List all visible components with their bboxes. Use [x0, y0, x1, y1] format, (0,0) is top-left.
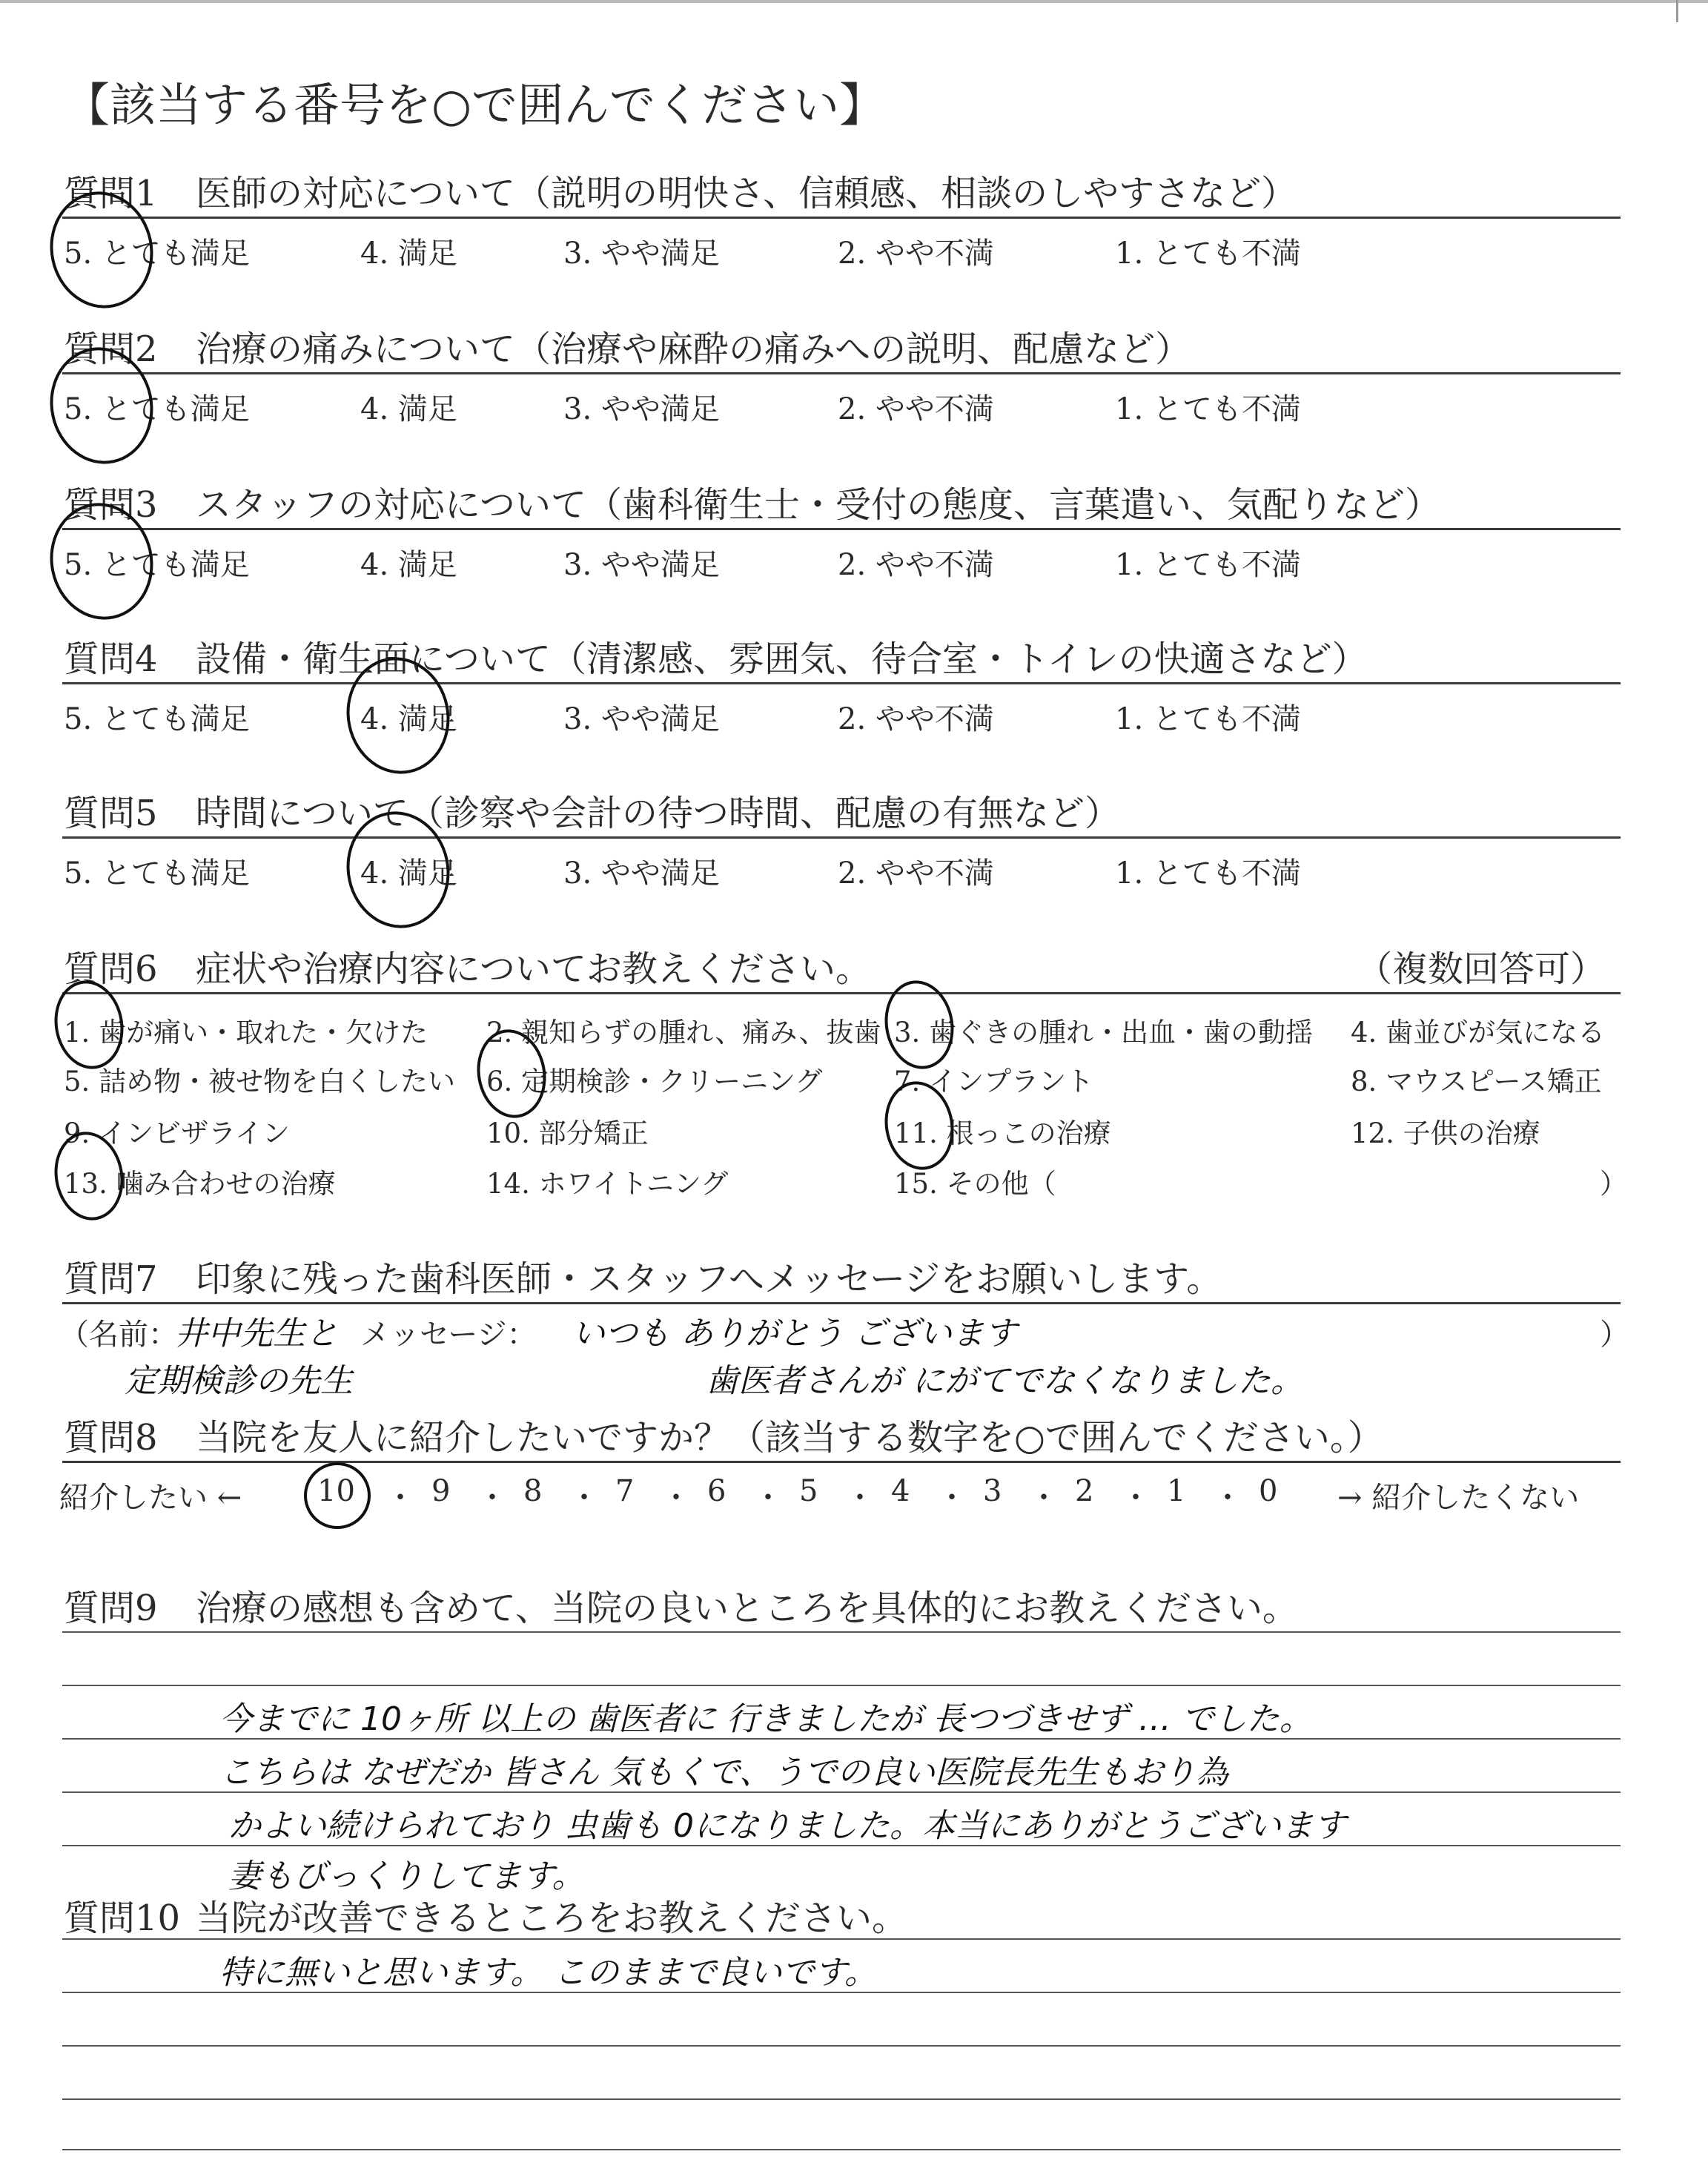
- q8-scale-6: 6: [707, 1474, 726, 1508]
- q5-option-3: 3. やや満足: [563, 856, 720, 891]
- q3-rule: [62, 528, 1621, 530]
- q9-line-2: [62, 1685, 1621, 1686]
- q6-option-14: 14. ホワイトニング: [486, 1168, 729, 1200]
- q2-option-1: 1. とても不満: [1115, 392, 1301, 426]
- q8-label: 質問8: [64, 1417, 158, 1459]
- q10-line-4: [62, 2098, 1621, 2100]
- q5-option-5: 5. とても満足: [64, 856, 250, 891]
- q1-option-5: 5. とても満足: [64, 237, 250, 271]
- q8-scale-dot: ・: [1121, 1481, 1151, 1515]
- q2-option-4: 4. 満足: [360, 392, 457, 426]
- q9-line-1: [62, 1631, 1621, 1633]
- q3-option-5: 5. とても満足: [64, 548, 250, 582]
- q8-scale-7: 7: [615, 1474, 635, 1508]
- q5-option-2: 2. やや不満: [838, 856, 994, 891]
- q8-scale-dot: ・: [569, 1481, 599, 1515]
- q10-handwriting: 特に無いと思います。 このままで良いです。: [219, 1954, 877, 1992]
- q7-label: 質問7: [64, 1258, 158, 1300]
- q1-option-2: 2. やや不満: [838, 237, 994, 271]
- q9-handwriting-3: かよい続けられており 虫歯も 0になりました。本当にありがとうございます: [228, 1807, 1346, 1845]
- q4-option-2: 2. やや不満: [838, 702, 994, 736]
- q10-text: 当院が改善できるところをお教えください。: [196, 1898, 908, 1939]
- q1-text: 医師の対応について（説明の明快さ、信頼感、相談のしやすさなど）: [196, 173, 1297, 214]
- q8-scale-dot: ・: [1213, 1481, 1242, 1515]
- q5-rule: [62, 836, 1621, 839]
- q2-label: 質問2: [64, 328, 158, 370]
- q6-option-11: 11. 根っこの治療: [894, 1117, 1111, 1149]
- q4-rule: [62, 682, 1621, 684]
- q9-label: 質問9: [64, 1588, 158, 1629]
- q3-label: 質問3: [64, 484, 158, 526]
- q8-scale-9: 9: [431, 1474, 451, 1508]
- q8-text: 当院を友人に紹介したいですか？（該当する数字を○で囲んでください。）: [196, 1417, 1383, 1459]
- q3-option-4: 4. 満足: [360, 548, 457, 582]
- q8-scale-3: 3: [983, 1474, 1002, 1508]
- q1-label: 質問1: [64, 173, 158, 214]
- q6-option-13: 13. 噛み合わせの治療: [64, 1168, 336, 1200]
- q8-left-label: 紹介したい ←: [59, 1481, 242, 1515]
- q1-option-4: 4. 満足: [360, 237, 457, 271]
- q7-message-handwriting-1: いつも ありがとう ございます: [572, 1315, 1017, 1353]
- q6-option-4: 4. 歯並びが気になる: [1351, 1017, 1606, 1048]
- q9-handwriting-2: こちらは なぜだか 皆さん 気もくで、うでの良い医院長先生もおり為: [219, 1754, 1229, 1791]
- q2-option-2: 2. やや不満: [838, 392, 994, 426]
- q8-right-label: → 紹介したくない: [1337, 1481, 1580, 1515]
- q6-option-12: 12. 子供の治療: [1351, 1117, 1540, 1149]
- q6-option-8: 8. マウスピース矯正: [1351, 1066, 1602, 1097]
- q6-text: 症状や治療内容についてお教えください。: [196, 948, 872, 990]
- q8-scale-5: 5: [799, 1474, 818, 1508]
- scan-top-edge: [0, 0, 1708, 3]
- q7-rule: [62, 1302, 1621, 1304]
- q5-option-4: 4. 満足: [360, 856, 457, 891]
- q5-option-1: 1. とても不満: [1115, 856, 1301, 891]
- q6-option-3: 3. 歯ぐきの腫れ・出血・歯の動揺: [894, 1017, 1314, 1048]
- q5-text: 時間について（診察や会計の待つ時間、配慮の有無など）: [196, 793, 1121, 834]
- q7-name-handwriting-2: 定期検診の先生: [125, 1362, 353, 1400]
- q4-option-1: 1. とても不満: [1115, 702, 1301, 736]
- q1-option-1: 1. とても不満: [1115, 237, 1301, 271]
- q3-option-2: 2. やや不満: [838, 548, 994, 582]
- q8-scale-dot: ・: [477, 1481, 507, 1515]
- q6-option-1: 1. 歯が痛い・取れた・欠けた: [64, 1017, 428, 1048]
- q6-option-16: ）: [1600, 1168, 1627, 1200]
- q6-note: （複数回答可）: [1357, 948, 1606, 990]
- q8-scale-10: 10: [317, 1474, 355, 1508]
- q6-option-2: 2. 親知らずの腫れ、痛み、抜歯: [486, 1017, 881, 1048]
- q8-scale-0: 0: [1259, 1474, 1278, 1508]
- q1-rule: [62, 217, 1621, 219]
- q3-option-3: 3. やや満足: [563, 548, 720, 582]
- q2-option-5: 5. とても満足: [64, 392, 250, 426]
- q8-scale-dot: ・: [845, 1481, 875, 1515]
- q9-handwriting-4: 妻もびっくりしてます。: [228, 1857, 585, 1895]
- q7-message-label: メッセージ：: [360, 1318, 537, 1352]
- q2-text: 治療の痛みについて（治療や麻酔の痛みへの説明、配慮など）: [196, 328, 1191, 370]
- q10-line-3: [62, 2045, 1621, 2047]
- q4-option-3: 3. やや満足: [563, 702, 720, 736]
- q8-scale-1: 1: [1167, 1474, 1186, 1508]
- q8-scale-dot: ・: [937, 1481, 967, 1515]
- q6-option-7: 7. インプラント: [894, 1066, 1094, 1097]
- q7-close-paren: ）: [1600, 1318, 1629, 1352]
- q7-text: 印象に残った歯科医師・スタッフへメッセージをお願いします。: [196, 1258, 1222, 1300]
- q10-line-5: [62, 2149, 1621, 2150]
- q9-handwriting-1: 今までに 10ヶ所 以上の 歯医者に 行きましたが 長つづきせず … でした。: [219, 1700, 1312, 1738]
- q8-scale-dot: ・: [753, 1481, 783, 1515]
- page-title: 【該当する番号を○で囲んでください】: [64, 78, 886, 132]
- q2-rule: [62, 372, 1621, 374]
- q2-option-3: 3. やや満足: [563, 392, 720, 426]
- q4-option-5: 5. とても満足: [64, 702, 250, 736]
- q3-option-1: 1. とても不満: [1115, 548, 1301, 582]
- q6-label: 質問6: [64, 948, 158, 990]
- scan-right-edge: [1676, 0, 1678, 22]
- q8-scale-dot: ・: [385, 1481, 415, 1515]
- q10-line-1: [62, 1938, 1621, 1940]
- q4-label: 質問4: [64, 638, 158, 680]
- q6-option-9: 9. インビザライン: [64, 1117, 290, 1149]
- q6-rule: [62, 992, 1621, 994]
- q4-option-4: 4. 満足: [360, 702, 457, 736]
- q9-text: 治療の感想も含めて、当院の良いところを具体的にお教えください。: [196, 1588, 1299, 1629]
- q4-text: 設備・衛生面について（清潔感、雰囲気、待合室・トイレの快適さなど）: [196, 638, 1368, 680]
- q6-option-10: 10. 部分矯正: [486, 1117, 649, 1149]
- q6-option-5: 5. 詰め物・被せ物を白くしたい: [64, 1066, 456, 1097]
- q8-scale-4: 4: [891, 1474, 910, 1508]
- q8-scale-8: 8: [523, 1474, 543, 1508]
- q8-scale-2: 2: [1075, 1474, 1094, 1508]
- q1-option-3: 3. やや満足: [563, 237, 720, 271]
- q7-name-handwriting-1: 井中先生と: [175, 1315, 338, 1353]
- q6-option-15: 15. その他（: [894, 1168, 1056, 1200]
- q3-text: スタッフの対応について（歯科衛生士・受付の態度、言葉遣い、気配りなど）: [196, 484, 1441, 526]
- q5-label: 質問5: [64, 793, 158, 834]
- q7-message-handwriting-2: 歯医者さんが にがてでなくなりました。: [706, 1362, 1303, 1400]
- q6-option-6: 6. 定期検診・クリーニング: [486, 1066, 823, 1097]
- q8-scale-dot: ・: [661, 1481, 691, 1515]
- q7-name-label: （名前：: [59, 1318, 178, 1352]
- q8-selection-circle: [304, 1462, 371, 1529]
- q8-scale-dot: ・: [1029, 1481, 1059, 1515]
- q10-label: 質問10: [64, 1898, 181, 1939]
- q8-rule: [62, 1461, 1621, 1463]
